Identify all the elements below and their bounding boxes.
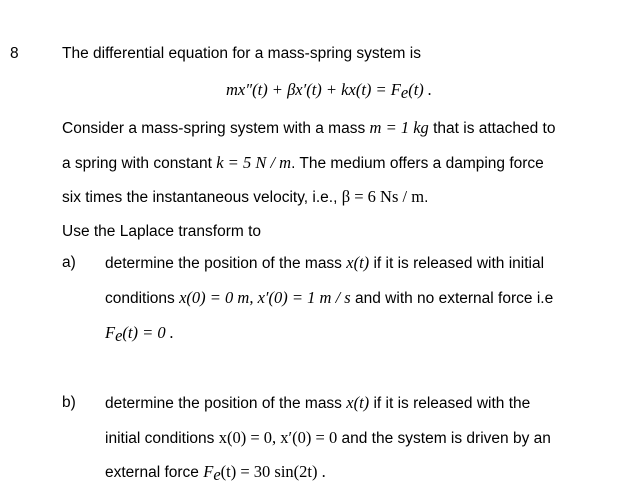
beta-expression: β = 6 Ns / m: [341, 187, 425, 206]
equation-subscript: e: [400, 83, 409, 102]
consider-text-3-end: .: [424, 189, 429, 206]
consider-text-3: six times the instantaneous velocity, i.e.,: [62, 189, 338, 206]
part-b-x-expression: x(t): [346, 393, 370, 412]
consider-line-3: [62, 187, 428, 208]
part-b-initial-conditions: x(0) = 0, x′(0) = 0: [218, 428, 338, 447]
part-b-text-3: external force: [105, 464, 199, 481]
use-laplace-text: Use the Laplace transform to: [62, 223, 262, 240]
part-a-force-F: F: [105, 323, 116, 342]
equation-main: mx″(t) + βx′(t) + kx(t) = F: [226, 80, 401, 99]
part-b-force-subscript: e: [213, 465, 221, 484]
part-a-text-2: conditions: [105, 290, 175, 307]
part-a-text-2-end: and with no external force i.e: [355, 290, 554, 307]
part-b-force-rest: (t) = 30 sin(2t) .: [220, 462, 326, 481]
part-a-text-1-end: if it is released with initial: [373, 255, 545, 272]
part-b-force-F: F: [203, 462, 214, 481]
part-b-text-2-end: and the system is driven by an: [341, 430, 551, 447]
consider-text-1-end: that is attached to: [433, 120, 556, 137]
part-b-text-2: initial conditions: [105, 430, 215, 447]
part-b-text-1-end: if it is released with the: [373, 395, 531, 412]
consider-text-2-end: . The medium offers a damping force: [291, 155, 544, 172]
part-b-text-1: determine the position of the mass: [105, 395, 342, 412]
part-a-label: a): [62, 254, 76, 271]
part-a-line-1: [105, 253, 544, 274]
consider-text-2: a spring with constant: [62, 155, 212, 172]
intro-text: The differential equation for a mass-spring system is: [62, 45, 421, 62]
question-number: 8: [10, 45, 19, 62]
differential-equation: [226, 80, 432, 103]
part-a-force-rest: (t) = 0 .: [122, 323, 174, 342]
spring-expression: k = 5 N / m: [216, 153, 292, 172]
part-a-line-2: [105, 288, 553, 309]
consider-line-2: [62, 153, 544, 174]
part-b-line-1: [105, 393, 530, 414]
consider-text-1: Consider a mass-spring system with a mass: [62, 120, 366, 137]
part-a-text-1: determine the position of the mass: [105, 255, 342, 272]
part-a-x-expression: x(t): [346, 253, 370, 272]
part-a-line-3: [105, 323, 174, 346]
part-b-line-2: [105, 428, 551, 449]
part-a-initial-conditions: x(0) = 0 m, x′(0) = 1 m / s: [179, 288, 351, 307]
mass-expression: m = 1 kg: [369, 118, 429, 137]
part-a-force-subscript: e: [115, 326, 123, 345]
consider-line-1: [62, 118, 555, 139]
equation-end: (t) .: [408, 80, 433, 99]
part-b-line-3: [105, 462, 326, 485]
part-b-label: b): [62, 394, 76, 411]
